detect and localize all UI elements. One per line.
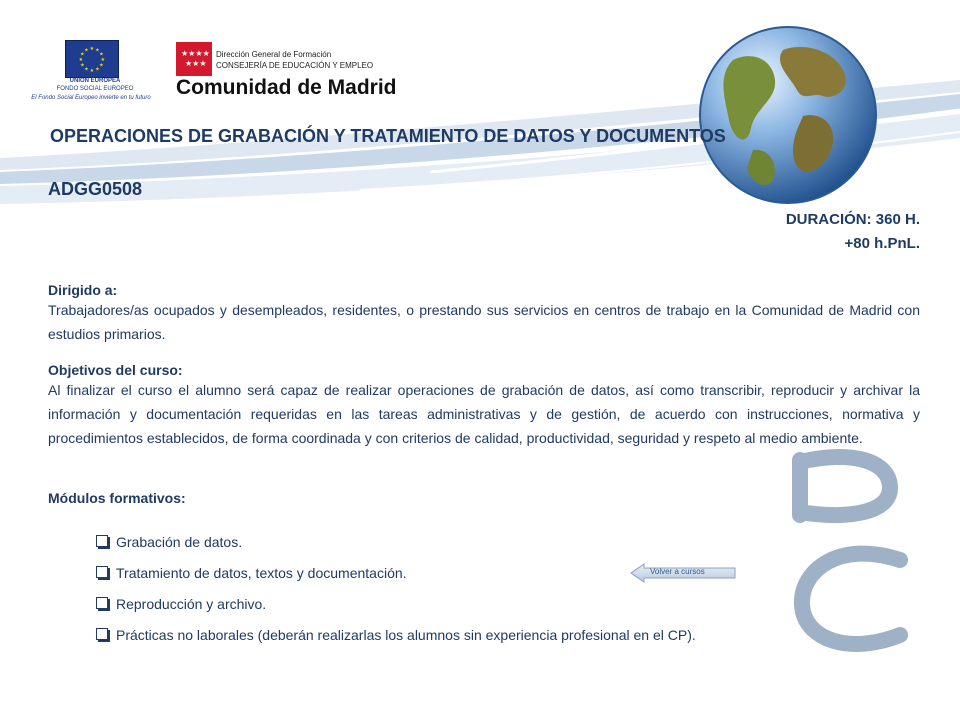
target-audience-text: Trabajadores/as ocupados y desempleados, residentes, o prestando sus servicios en centros de trabajo en la Comunidad de Madrid con estudios primarios.	[48, 302, 920, 342]
target-audience-heading: Dirigido a:	[48, 282, 118, 298]
modules-list	[96, 526, 696, 650]
checkbox-bullet-icon	[96, 535, 108, 547]
eu-flag-icon	[65, 40, 119, 78]
svg-text:★★★★: ★★★★	[181, 49, 210, 58]
duration-internship-hours: +80 h.PnL.	[844, 235, 920, 252]
madrid-direction-label: Dirección General de Formación	[216, 50, 332, 59]
list-item	[96, 588, 696, 619]
eu-star-icon: ★	[78, 57, 84, 64]
globe-icon	[693, 20, 883, 210]
eu-star-icon: ★	[84, 47, 89, 54]
module-label: Prácticas no laborales (deberán realizarlas los alumnos sin experiencia profesional en el CP).	[116, 626, 696, 643]
checkbox-bullet-icon	[96, 597, 108, 609]
module-label: Tratamiento de datos, textos y documentación.	[116, 564, 407, 581]
eu-star-icon: ★	[80, 51, 85, 58]
list-item	[96, 619, 696, 650]
eu-star-icon: ★	[89, 46, 95, 53]
eu-label: UNIÓN EUROPEA	[69, 78, 121, 84]
course-title: OPERACIONES DE GRABACIÓN Y TRATAMIENTO DE DATOS Y DOCUMENTOS	[50, 126, 726, 146]
eu-star-icon: ★	[80, 62, 85, 69]
objectives-text: Al finalizar el curso el alumno será capaz de realizar operaciones de grabación de datos, así como transcribir, reproducir y archivar la información y documentación requeridas en las tareas administrativas y de gestión, de acuerdo con instrucciones, normativa y procedimientos establecidos, de forma coordinada y con criterios de calidad, productividad, seguridad y respeto al medio ambiente.	[48, 382, 920, 446]
madrid-logo	[176, 42, 396, 102]
course-code: ADGG0508	[48, 179, 143, 199]
madrid-flag-icon	[176, 42, 212, 76]
eu-logo	[30, 40, 160, 108]
module-label: Grabación de datos.	[116, 533, 243, 550]
svg-text:★★★: ★★★	[185, 59, 207, 68]
objectives-section	[48, 362, 920, 450]
eu-fund-label: FONDO SOCIAL EUROPEO	[56, 86, 134, 92]
eu-slogan: El Fondo Social Europeo invierte en tu futuro	[31, 95, 151, 101]
eu-star-icon: ★	[99, 51, 104, 58]
eu-star-icon: ★	[99, 62, 104, 69]
duration-hours: DURACIÓN: 360 H.	[785, 211, 920, 228]
back-to-courses-button[interactable]	[630, 563, 736, 583]
eu-star-icon: ★	[95, 66, 100, 73]
checkbox-bullet-icon	[96, 628, 108, 640]
eu-star-icon: ★	[89, 68, 95, 75]
list-item	[96, 557, 696, 588]
objectives-heading: Objetivos del curso:	[48, 362, 183, 378]
module-label: Reproducción y archivo.	[116, 595, 267, 612]
target-audience-section	[48, 282, 920, 346]
madrid-ministry-label: CONSEJERÍA DE EDUCACIÓN Y EMPLEO	[216, 61, 374, 70]
eu-star-icon: ★	[100, 57, 106, 64]
eu-star-icon: ★	[84, 66, 89, 73]
checkbox-bullet-icon	[96, 566, 108, 578]
course-duration	[786, 208, 920, 256]
modules-heading: Módulos formativos:	[48, 490, 186, 506]
madrid-name: Comunidad de Madrid	[176, 76, 397, 99]
eu-star-icon: ★	[95, 47, 100, 54]
cp-watermark	[780, 440, 930, 670]
back-to-courses-label: Volver a cursos	[650, 567, 705, 576]
list-item	[96, 526, 696, 557]
